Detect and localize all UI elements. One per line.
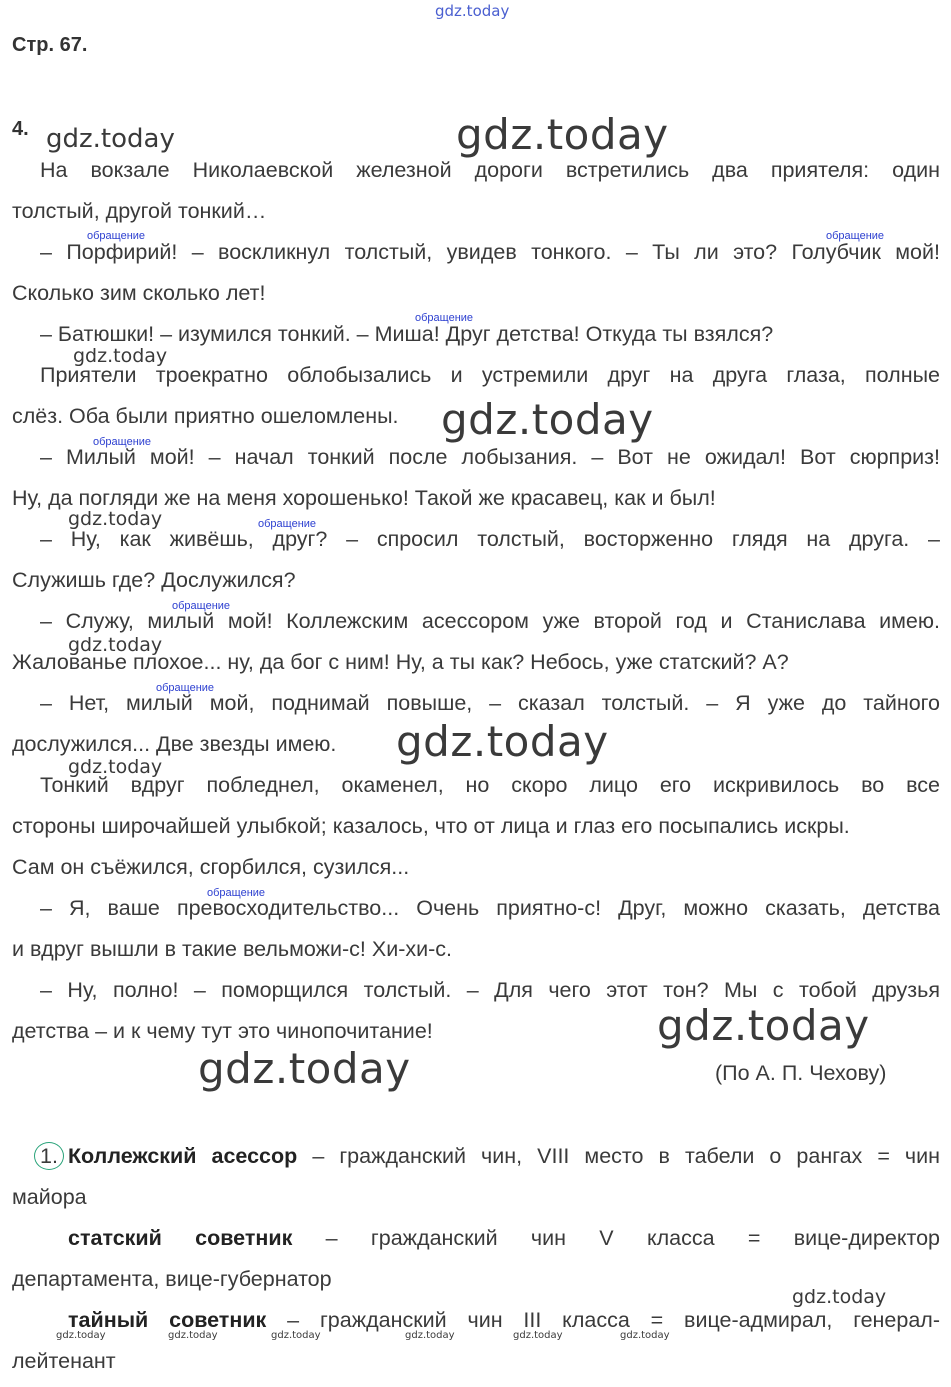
watermark: gdz.today — [73, 345, 168, 367]
glossary-term: Коллежский асессор — [67, 1144, 298, 1168]
watermark: gdz.today — [513, 1330, 563, 1341]
text-line: Приятели троекратно облобызались и устремили друг на друга глаза, полные — [40, 363, 940, 387]
exercise-number: 4. — [12, 118, 29, 140]
watermark-top: gdz.today — [435, 2, 510, 20]
text-line: слёз. Оба были приятно ошеломлены. — [12, 404, 399, 428]
text-line: стороны широчайшей улыбкой; казалось, что от лица и глаз его посыпались искры. — [12, 814, 850, 838]
text-line: – Милый мой! – начал тонкий после лобызания. – Вот не ожидал! Вот сюрприз! — [40, 445, 940, 469]
text-line: Тонкий вдруг побледнел, окаменел, но скоро лицо его искривилось во все — [40, 773, 940, 797]
watermark: gdz.today — [46, 124, 175, 154]
text-line: детства – и к чему тут это чинопочитание! — [12, 1019, 433, 1043]
text-line: Жалованье плохое... ну, да бог с ним! Ну, а ты как? Небось, уже статский? А? — [12, 650, 789, 674]
text-line: дослужился... Две звезды имею. — [12, 732, 337, 756]
text-line: – Ну, как живёшь, друг? – спросил толстый, восторженно глядя на друга. – — [40, 527, 940, 551]
glossary-line: лейтенант — [12, 1349, 116, 1373]
note-address: обращение — [87, 230, 146, 242]
text-line: Служишь где? Дослужился? — [12, 568, 296, 592]
note-address: обращение — [156, 682, 215, 694]
watermark: gdz.today — [405, 1330, 455, 1341]
page-reference: Стр. 67. — [12, 34, 88, 56]
text-line: – Батюшки! – изумился тонкий. – Миша! Друг детства! Откуда ты взялся? — [40, 322, 774, 346]
glossary-definition: – гражданский чин III класса = вице-адмирал, генерал- — [287, 1308, 940, 1332]
watermark: gdz.today — [56, 1330, 106, 1341]
text-line: Ну, да погляди же на меня хорошенько! Такой же красавец, как и был! — [12, 486, 716, 510]
text-line: – Ну, полно! – поморщился толстый. – Для чего этот тон? Мы с тобой друзья — [40, 978, 940, 1002]
glossary-line: департамента, вице-губернатор — [12, 1267, 332, 1291]
glossary-term: статский советник — [68, 1226, 293, 1250]
watermark: gdz.today — [271, 1330, 321, 1341]
watermark: gdz.today — [198, 1044, 411, 1093]
text-line: – Нет, милый мой, поднимай повыше, – сказал толстый. – Я уже до тайного — [40, 691, 940, 715]
attribution: (По А. П. Чехову) — [715, 1061, 887, 1085]
note-address: обращение — [826, 230, 885, 242]
text-line: – Служу, милый мой! Коллежским асессором уже второй год и Станислава имею. — [40, 609, 940, 633]
watermark: gdz.today — [456, 110, 669, 159]
watermark: gdz.today — [68, 634, 163, 656]
text-line: толстый, другой тонкий… — [12, 199, 267, 223]
item-number-circle: 1. — [34, 1142, 64, 1170]
note-address: обращение — [258, 518, 317, 530]
note-address: обращение — [415, 312, 474, 324]
watermark: gdz.today — [657, 1001, 870, 1050]
text-line: На вокзале Николаевской железной дороги встретились два приятеля: один — [40, 158, 940, 182]
note-address: обращение — [93, 436, 152, 448]
glossary — [12, 1136, 940, 1382]
glossary-line — [12, 1300, 940, 1341]
watermark: gdz.today — [168, 1330, 218, 1341]
glossary-line — [12, 1218, 940, 1259]
watermark: gdz.today — [68, 508, 163, 530]
text-line: Сам он съёжился, сгорбился, сузился... — [12, 855, 410, 879]
watermark: gdz.today — [396, 717, 609, 766]
note-address: обращение — [172, 600, 231, 612]
text-line: и вдруг вышли в такие вельможи-с! Хи-хи-с. — [12, 937, 453, 961]
watermark: gdz.today — [620, 1330, 670, 1341]
glossary-term: тайный советник — [68, 1308, 267, 1332]
text-line: – Я, ваше превосходительство... Очень приятно-с! Друг, можно сказать, детства — [40, 896, 940, 920]
story-text — [12, 150, 940, 1052]
note-address: обращение — [207, 887, 266, 899]
watermark: gdz.today — [792, 1286, 887, 1308]
glossary-definition: – гражданский чин, VIII место в табели о рангах = чин — [312, 1144, 940, 1168]
glossary-line: майора — [12, 1185, 87, 1209]
watermark: gdz.today — [68, 756, 163, 778]
glossary-definition: – гражданский чин V класса = вице-директор — [325, 1226, 940, 1250]
watermark: gdz.today — [441, 395, 654, 444]
glossary-line — [12, 1136, 940, 1177]
text-line: Сколько зим сколько лет! — [12, 281, 266, 305]
text-line: – Порфирий! – воскликнул толстый, увидев тонкого. – Ты ли это? Голубчик мой! — [40, 240, 940, 264]
